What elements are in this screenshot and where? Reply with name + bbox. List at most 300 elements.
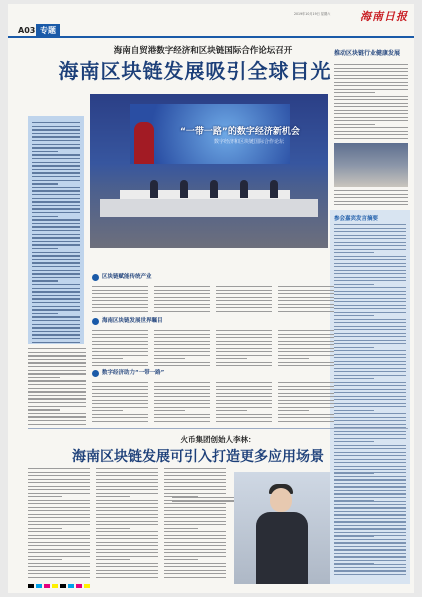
masthead	[8, 4, 414, 38]
text-line	[28, 355, 86, 356]
text-line	[92, 286, 148, 287]
text-line	[154, 382, 210, 383]
text-line	[278, 362, 334, 363]
text-line	[96, 507, 158, 508]
text-line	[216, 414, 272, 415]
text-line	[334, 546, 406, 547]
text-line	[32, 212, 80, 213]
text-line	[32, 194, 80, 195]
text-line	[334, 549, 406, 550]
text-line	[334, 252, 374, 253]
text-line	[278, 290, 334, 291]
text-line	[92, 396, 148, 397]
text-line	[334, 441, 374, 442]
text-line	[28, 352, 86, 353]
registration-swatch	[68, 584, 74, 588]
text-line	[164, 542, 226, 543]
text-line	[164, 514, 226, 515]
text-line	[216, 421, 272, 422]
text-line	[32, 327, 80, 328]
panelist	[180, 180, 188, 198]
text-line	[96, 542, 158, 543]
registration-swatch	[76, 584, 82, 588]
text-line	[278, 417, 334, 418]
text-line	[334, 486, 406, 487]
text-line	[32, 169, 80, 170]
text-line	[334, 92, 375, 93]
text-line	[92, 304, 148, 305]
text-line	[32, 234, 80, 235]
text-line	[164, 549, 226, 550]
text-line	[334, 392, 406, 393]
text-line	[154, 348, 210, 349]
text-line	[334, 201, 408, 202]
text-line	[92, 337, 148, 338]
text-line	[216, 365, 272, 366]
text-line	[278, 337, 334, 338]
text-line	[164, 538, 226, 539]
text-line	[28, 377, 60, 378]
text-line	[96, 524, 158, 525]
color-registration-bar	[28, 584, 408, 590]
text-line	[278, 382, 334, 383]
text-line	[154, 293, 210, 294]
text-line	[32, 190, 80, 191]
text-line	[28, 388, 86, 389]
text-line	[92, 300, 148, 301]
text-line	[28, 359, 86, 360]
text-line	[154, 290, 210, 291]
text-line	[334, 64, 408, 65]
text-line	[28, 524, 90, 525]
text-line	[334, 75, 408, 76]
newspaper-page	[8, 4, 414, 593]
text-line	[32, 244, 80, 245]
text-line	[96, 468, 158, 469]
text-line	[164, 563, 226, 564]
text-line	[32, 172, 80, 173]
text-line	[32, 136, 80, 137]
text-line	[164, 535, 226, 536]
text-line	[164, 489, 226, 490]
text-line	[334, 291, 406, 292]
text-line	[216, 334, 272, 335]
text-line	[334, 315, 374, 316]
text-line	[32, 205, 80, 206]
section-label: 专题	[36, 24, 60, 37]
text-line	[334, 78, 408, 79]
text-line	[32, 324, 80, 325]
text-line	[28, 570, 90, 571]
text-line	[334, 347, 374, 348]
text-line	[334, 497, 406, 498]
text-line	[164, 493, 226, 494]
text-line	[334, 417, 406, 418]
text-line	[164, 577, 226, 578]
text-line	[164, 500, 226, 501]
text-line	[164, 573, 226, 574]
text-line	[216, 382, 272, 383]
text-line	[92, 307, 148, 308]
text-line	[28, 409, 60, 410]
text-line	[216, 304, 272, 305]
text-line	[216, 348, 272, 349]
text-line	[92, 410, 123, 411]
text-line	[154, 410, 185, 411]
text-line	[334, 298, 406, 299]
text-line	[164, 528, 198, 529]
text-line	[96, 535, 158, 536]
text-line	[334, 245, 406, 246]
text-line	[334, 138, 408, 139]
text-line	[216, 311, 272, 312]
text-line	[164, 570, 226, 571]
text-line	[164, 566, 226, 567]
text-line	[28, 424, 86, 425]
text-line	[334, 382, 406, 383]
text-line	[32, 198, 80, 199]
section-heading: 海南区块链发展世界瞩目	[92, 316, 192, 327]
text-line	[96, 521, 158, 522]
panelist	[270, 180, 278, 198]
text-line	[334, 525, 406, 526]
text-line	[164, 521, 226, 522]
text-line	[334, 284, 374, 285]
text-line	[216, 396, 272, 397]
text-line	[164, 556, 226, 557]
text-line	[96, 566, 158, 567]
text-line	[334, 389, 406, 390]
text-line	[334, 542, 406, 543]
text-line	[216, 393, 272, 394]
portrait-body	[256, 512, 308, 584]
text-line	[28, 416, 86, 417]
text-line	[334, 319, 406, 320]
text-line	[154, 334, 210, 335]
text-line	[154, 403, 210, 404]
text-line	[216, 389, 272, 390]
text-line	[92, 365, 148, 366]
text-line	[28, 406, 86, 407]
text-line	[164, 486, 226, 487]
text-line	[32, 309, 80, 310]
text-line	[334, 224, 406, 225]
text-line	[28, 489, 90, 490]
text-line	[32, 313, 58, 314]
text-line	[334, 266, 406, 267]
text-line	[32, 208, 80, 209]
text-line	[92, 407, 148, 408]
text-line	[334, 71, 408, 72]
text-line	[334, 294, 406, 295]
registration-swatch	[60, 584, 66, 588]
text-line	[154, 358, 185, 359]
text-line	[92, 344, 148, 345]
panelist	[150, 180, 158, 198]
text-line	[334, 368, 406, 369]
text-line	[334, 375, 406, 376]
text-line	[154, 307, 210, 308]
text-line	[278, 351, 334, 352]
text-line	[96, 489, 158, 490]
text-line	[334, 493, 406, 494]
text-line	[28, 395, 86, 396]
text-line	[32, 252, 80, 253]
text-line	[278, 297, 334, 298]
text-line	[32, 295, 80, 296]
text-line	[28, 486, 90, 487]
text-line	[28, 493, 90, 494]
text-line	[32, 216, 58, 217]
text-line	[334, 301, 406, 302]
text-line	[334, 89, 408, 90]
text-line	[92, 421, 148, 422]
text-line	[216, 417, 272, 418]
text-line	[334, 504, 406, 505]
registration-swatch	[44, 584, 50, 588]
text-line	[154, 400, 210, 401]
text-line	[334, 528, 406, 529]
text-line	[334, 574, 406, 575]
text-line	[96, 475, 158, 476]
text-line	[92, 293, 148, 294]
text-line	[216, 362, 272, 363]
text-line	[216, 386, 272, 387]
text-line	[28, 542, 90, 543]
text-line	[154, 286, 210, 287]
text-line	[96, 577, 158, 578]
text-line	[334, 333, 406, 334]
text-line	[334, 85, 408, 86]
text-line	[28, 472, 90, 473]
text-line	[28, 559, 62, 560]
text-line	[334, 364, 406, 365]
main-article-subtitle: 海南自贸港数字经济和区块链国际合作论坛召开	[113, 46, 293, 56]
text-line	[334, 277, 406, 278]
text-line	[32, 223, 80, 224]
text-line	[32, 291, 80, 292]
text-line	[32, 338, 80, 339]
text-line	[32, 154, 80, 155]
forum-banner-subtitle: 数字经济和区块链国际合作论坛	[214, 139, 285, 145]
text-line	[334, 420, 406, 421]
text-line	[278, 355, 334, 356]
text-line	[334, 563, 374, 564]
text-line	[334, 231, 406, 232]
stage-floor	[100, 199, 318, 217]
text-line	[96, 517, 158, 518]
text-line	[32, 230, 80, 231]
text-line	[96, 500, 158, 501]
text-line	[32, 331, 80, 332]
text-line	[334, 117, 408, 118]
paper-logo: 海南日报	[360, 10, 408, 23]
text-line	[334, 553, 406, 554]
text-line	[92, 358, 123, 359]
text-line	[334, 556, 406, 557]
text-line	[278, 286, 334, 287]
text-line	[334, 204, 408, 205]
text-line	[334, 82, 408, 83]
text-line	[32, 237, 80, 238]
text-line	[334, 326, 406, 327]
text-line	[334, 242, 406, 243]
text-line	[32, 122, 80, 123]
text-line	[32, 126, 80, 127]
registration-swatch	[36, 584, 42, 588]
text-line	[28, 500, 90, 501]
text-line	[164, 552, 226, 553]
text-line	[96, 479, 158, 480]
text-line	[32, 140, 80, 141]
text-line	[28, 538, 90, 539]
text-line	[28, 398, 86, 399]
text-line	[216, 400, 272, 401]
text-line	[154, 311, 210, 312]
text-line	[32, 255, 80, 256]
text-line	[32, 259, 80, 260]
text-line	[28, 503, 90, 504]
text-line	[92, 334, 148, 335]
text-line	[96, 503, 158, 504]
text-line	[32, 147, 80, 148]
text-line	[216, 358, 247, 359]
text-line	[32, 320, 80, 321]
text-line	[96, 552, 158, 553]
text-line	[92, 393, 148, 394]
text-line	[334, 350, 406, 351]
text-line	[278, 410, 309, 411]
text-line	[334, 259, 406, 260]
panelist	[240, 180, 248, 198]
text-line	[32, 219, 80, 220]
text-line	[334, 570, 406, 571]
text-line	[164, 475, 226, 476]
text-line	[164, 531, 226, 532]
text-line	[32, 284, 80, 285]
text-line	[334, 308, 406, 309]
text-line	[334, 263, 406, 264]
text-line	[164, 545, 226, 546]
text-line	[278, 304, 334, 305]
photo-caption	[90, 250, 328, 260]
text-line	[154, 330, 210, 331]
text-line	[154, 344, 210, 345]
text-line	[278, 344, 334, 345]
text-line	[216, 344, 272, 345]
text-line	[32, 144, 80, 145]
text-line	[216, 330, 272, 331]
text-line	[96, 510, 158, 511]
text-line	[154, 362, 210, 363]
text-line	[334, 106, 408, 107]
article-divider	[28, 428, 408, 429]
text-line	[154, 365, 210, 366]
text-line	[334, 131, 408, 132]
registration-swatch	[52, 584, 58, 588]
text-line	[32, 201, 80, 202]
text-line	[334, 413, 406, 414]
text-line	[28, 510, 90, 511]
text-line	[96, 493, 158, 494]
text-line	[334, 238, 406, 239]
text-line	[92, 290, 148, 291]
text-line	[154, 389, 210, 390]
text-line	[28, 514, 90, 515]
text-line	[28, 577, 90, 578]
text-line	[96, 573, 158, 574]
text-line	[92, 389, 148, 390]
text-line	[154, 297, 210, 298]
text-line	[334, 357, 406, 358]
text-line	[334, 521, 406, 522]
text-line	[278, 348, 334, 349]
text-line	[334, 134, 408, 135]
text-line	[334, 371, 406, 372]
text-line	[28, 391, 86, 392]
text-line	[32, 248, 58, 249]
text-line	[96, 486, 158, 487]
text-line	[32, 133, 80, 134]
text-line	[28, 507, 90, 508]
text-line	[278, 311, 334, 312]
text-line	[28, 402, 86, 403]
text-line	[334, 305, 406, 306]
text-line	[334, 378, 374, 379]
text-line	[28, 563, 90, 564]
text-line	[32, 241, 80, 242]
second-article-kicker: 火币集团创始人李林：	[180, 435, 256, 444]
text-line	[334, 280, 406, 281]
text-line	[334, 507, 406, 508]
text-line	[334, 403, 406, 404]
text-line	[334, 483, 406, 484]
text-line	[32, 280, 58, 281]
text-line	[334, 312, 406, 313]
text-line	[164, 472, 226, 473]
page-number: A03	[18, 26, 36, 35]
text-line	[334, 472, 406, 473]
text-line	[278, 293, 334, 294]
text-line	[32, 270, 80, 271]
main-article-title: 海南区块链发展吸引全球目光	[58, 59, 332, 83]
text-line	[334, 103, 408, 104]
text-line	[278, 300, 334, 301]
text-line	[334, 336, 406, 337]
text-line	[32, 273, 80, 274]
text-line	[96, 514, 158, 515]
text-line	[154, 421, 210, 422]
text-line	[334, 256, 406, 257]
text-line	[92, 355, 148, 356]
text-line	[216, 290, 272, 291]
text-line	[96, 570, 158, 571]
text-line	[92, 417, 148, 418]
text-line	[216, 351, 272, 352]
text-line	[334, 476, 406, 477]
text-line	[28, 370, 86, 371]
text-line	[96, 528, 130, 529]
text-line	[334, 329, 406, 330]
text-line	[334, 511, 406, 512]
text-line	[216, 410, 247, 411]
text-line	[334, 340, 406, 341]
text-line	[216, 307, 272, 308]
text-line	[216, 297, 272, 298]
speaker-figure	[134, 122, 154, 164]
forum-photo	[90, 94, 328, 248]
text-line	[96, 556, 158, 557]
